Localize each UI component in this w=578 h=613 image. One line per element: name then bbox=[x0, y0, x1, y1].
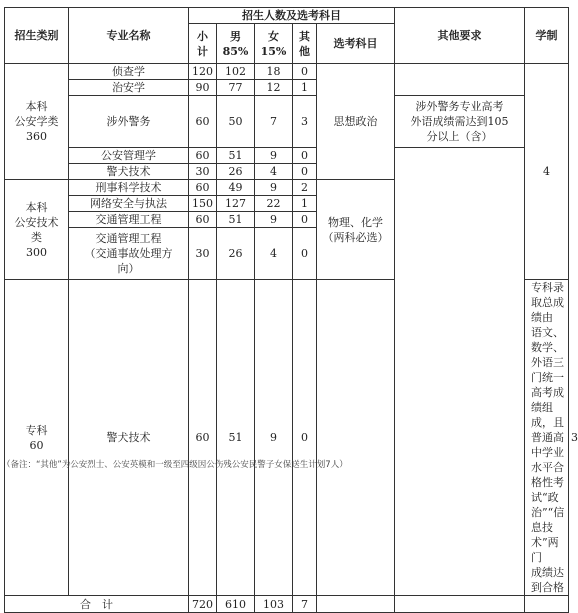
header-requirements: 其他要求 bbox=[395, 8, 525, 64]
female-cell: 4 bbox=[255, 164, 293, 180]
major-cell: 警犬技术 bbox=[69, 280, 189, 596]
totals-female: 103 bbox=[255, 596, 293, 613]
female-cell: 4 bbox=[255, 228, 293, 280]
header-row-top bbox=[5, 8, 569, 24]
major-cell: 涉外警务 bbox=[69, 96, 189, 148]
header-male: 男 85% bbox=[217, 24, 255, 64]
header-duration: 学制 bbox=[525, 8, 569, 64]
total-cell: 150 bbox=[189, 196, 217, 212]
table-row: 专科 60 警犬技术 60 51 9 0 专科录取总成绩由 语文、数学、外语三 门统一高考成绩组 成，且普通高中学业 水平合格性考试“政 治”“信息技术”两门 成绩达到合格 3 bbox=[5, 280, 569, 596]
total-cell: 60 bbox=[189, 180, 217, 196]
header-female: 女 15% bbox=[255, 24, 293, 64]
admission-plan-table bbox=[4, 7, 578, 613]
admission-table-wrapper bbox=[4, 7, 578, 613]
table-row bbox=[5, 148, 569, 164]
footnote: （备注：“其他”为公安烈士、公安英模和一级至四级因公伤残公安民警子女保送生计划7人） bbox=[2, 460, 348, 470]
male-cell: 77 bbox=[217, 80, 255, 96]
other-cell: 0 bbox=[293, 228, 317, 280]
male-cell: 127 bbox=[217, 196, 255, 212]
category-cell: 本科 公安学类 360 bbox=[5, 64, 69, 180]
totals-total: 720 bbox=[189, 596, 217, 613]
other-cell: 0 bbox=[293, 212, 317, 228]
major-cell: 刑事科学技术 bbox=[69, 180, 189, 196]
female-cell: 9 bbox=[255, 148, 293, 164]
male-cell: 51 bbox=[217, 280, 255, 596]
male-cell: 102 bbox=[217, 64, 255, 80]
male-cell: 51 bbox=[217, 212, 255, 228]
major-cell: 交通管理工程 （交通事故处理方 向） bbox=[69, 228, 189, 280]
other-cell: 0 bbox=[293, 280, 317, 596]
totals-empty-cell bbox=[525, 596, 569, 613]
major-cell: 公安管理学 bbox=[69, 148, 189, 164]
female-cell: 7 bbox=[255, 96, 293, 148]
totals-male: 610 bbox=[217, 596, 255, 613]
requirements-cell: 涉外警务专业高考 外语成绩需达到105 分以上（含） bbox=[395, 96, 525, 148]
other-cell: 2 bbox=[293, 180, 317, 196]
major-cell: 治安学 bbox=[69, 80, 189, 96]
header-subtotal: 小 计 bbox=[189, 24, 217, 64]
total-cell: 60 bbox=[189, 212, 217, 228]
total-cell: 30 bbox=[189, 164, 217, 180]
category-cell: 专科 60 bbox=[5, 280, 69, 596]
totals-empty-cell bbox=[395, 596, 525, 613]
header-major: 专业名称 bbox=[69, 8, 189, 64]
header-category: 招生类别 bbox=[5, 8, 69, 64]
major-cell: 警犬技术 bbox=[69, 164, 189, 180]
table-row bbox=[5, 64, 569, 80]
female-cell: 22 bbox=[255, 196, 293, 212]
major-cell: 交通管理工程 bbox=[69, 212, 189, 228]
male-cell: 51 bbox=[217, 148, 255, 164]
total-cell: 60 bbox=[189, 96, 217, 148]
other-cell: 0 bbox=[293, 64, 317, 80]
female-cell: 18 bbox=[255, 64, 293, 80]
other-cell: 1 bbox=[293, 196, 317, 212]
category-cell: 本科 公安技术 类 300 bbox=[5, 180, 69, 280]
subjects-empty-cell bbox=[317, 280, 395, 596]
female-cell: 9 bbox=[255, 280, 293, 596]
total-cell: 120 bbox=[189, 64, 217, 80]
female-cell: 9 bbox=[255, 212, 293, 228]
total-cell: 30 bbox=[189, 228, 217, 280]
requirements-cell: 专科录取总成绩由 语文、数学、外语三 门统一高考成绩组 成，且普通高中学业 水平合格性考试“政 治”“信息技术”两门 成绩达到合格 bbox=[525, 280, 569, 596]
total-cell: 60 bbox=[189, 280, 217, 596]
subjects-cell: 思想政治 bbox=[317, 64, 395, 180]
other-cell: 0 bbox=[293, 148, 317, 164]
other-cell: 3 bbox=[293, 96, 317, 148]
header-enrollment-group: 招生人数及选考科目 bbox=[189, 8, 395, 24]
header-other: 其 他 bbox=[293, 24, 317, 64]
male-cell: 26 bbox=[217, 228, 255, 280]
requirements-empty-cell bbox=[395, 64, 525, 96]
duration-cell: 4 bbox=[525, 64, 569, 280]
female-cell: 9 bbox=[255, 180, 293, 196]
male-cell: 49 bbox=[217, 180, 255, 196]
total-cell: 60 bbox=[189, 148, 217, 164]
major-cell: 侦查学 bbox=[69, 64, 189, 80]
other-cell: 1 bbox=[293, 80, 317, 96]
male-cell: 26 bbox=[217, 164, 255, 180]
requirements-empty-cell bbox=[395, 148, 525, 596]
totals-other: 7 bbox=[293, 596, 317, 613]
major-cell: 网络安全与执法 bbox=[69, 196, 189, 212]
totals-row bbox=[5, 596, 569, 613]
subjects-cell: 物理、化学 （两科必选） bbox=[317, 180, 395, 280]
other-cell: 0 bbox=[293, 164, 317, 180]
totals-empty-cell bbox=[317, 596, 395, 613]
header-subjects: 选考科目 bbox=[317, 24, 395, 64]
female-cell: 12 bbox=[255, 80, 293, 96]
totals-label: 合 计 bbox=[5, 596, 189, 613]
male-cell: 50 bbox=[217, 96, 255, 148]
total-cell: 90 bbox=[189, 80, 217, 96]
table-row bbox=[5, 96, 569, 148]
